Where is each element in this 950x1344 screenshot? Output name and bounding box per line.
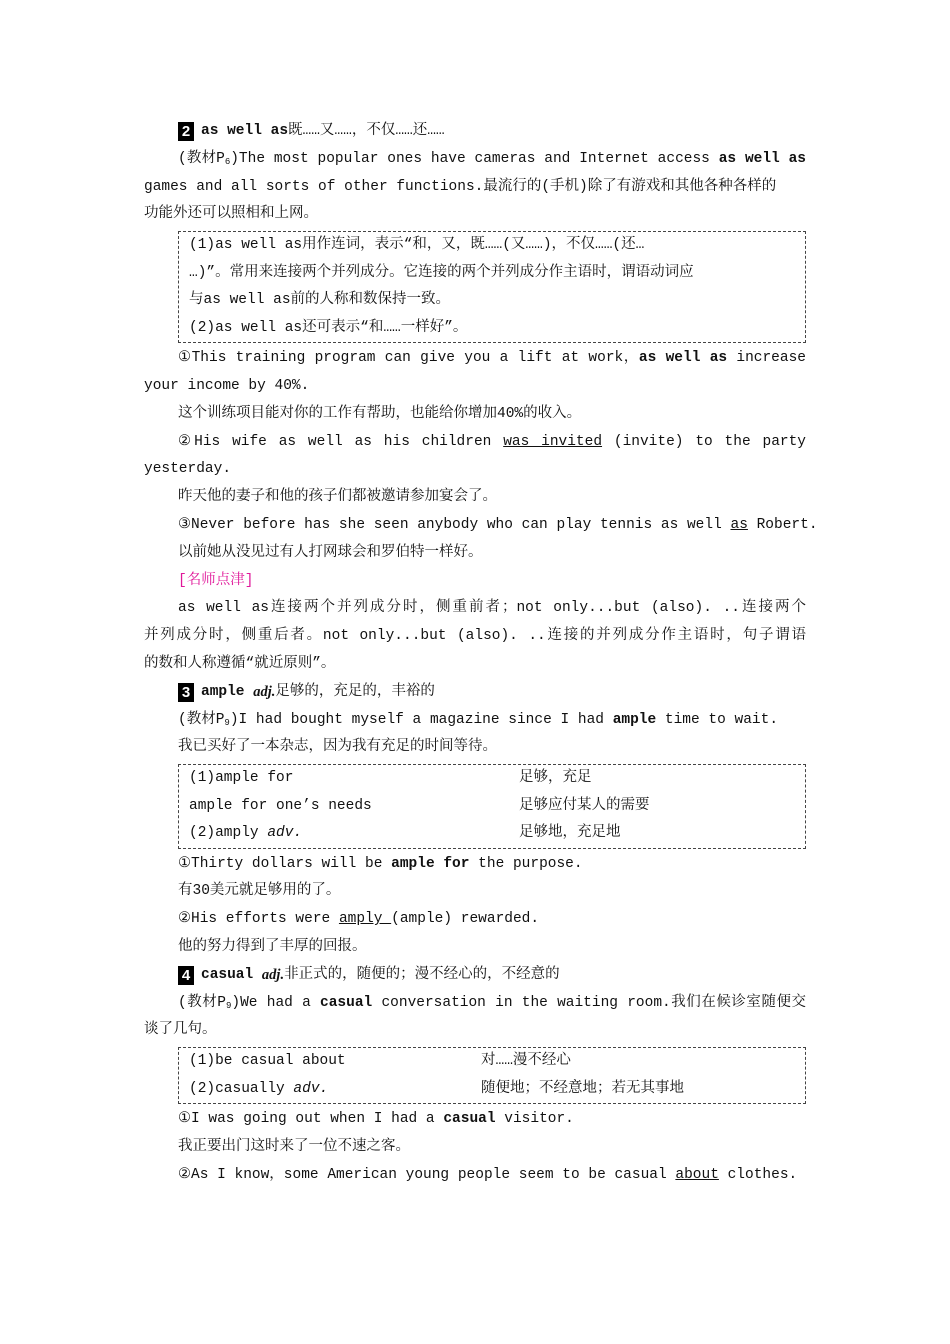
headword: as well as — [201, 123, 289, 139]
example-translation: 昨天他的妻子和他的孩子们都被邀请参加宴会了。 — [178, 489, 497, 506]
document-page — [144, 118, 818, 1190]
teacher-tip-text: 的数和人称遵循“就近原则”。 — [144, 655, 336, 672]
usage-note: …)”。常用来连接两个并列成分。它连接的两个并列成分作主语时，谓语动词应 — [189, 264, 694, 281]
example-translation: 我正要出门这时来了一位不速之客。 — [178, 1139, 410, 1156]
textbook-example-line: 功能外还可以照相和上网。 — [144, 206, 318, 223]
textbook-example-line: games and all sorts of other functions.最流行的(手机)除了有游戏和其他各种各样的 — [144, 178, 777, 195]
section-2-heading — [144, 118, 806, 146]
usage-row: ample for one’s needs 足够应付某人的需要 — [189, 797, 650, 814]
usage-note: 与as well as前的人称和数保持一致。 — [189, 292, 451, 309]
textbook-example-line: 谈了几句。 — [144, 1022, 217, 1039]
example-translation: 他的努力得到了丰厚的回报。 — [178, 939, 367, 956]
usage-box — [178, 231, 806, 343]
headword-meaning: 非正式的，随便的；漫不经心的，不经意的 — [284, 966, 560, 983]
example-translation: 这个训练项目能对你的工作有帮助，也能给你增加40%的收入。 — [178, 405, 582, 422]
section-number: 4 — [178, 966, 194, 985]
example-sentence-line: yesterday. — [144, 461, 232, 478]
section-number: 2 — [178, 122, 194, 141]
example-sentence: ②As I know，some American young people seem to be casual about clothes. — [178, 1166, 798, 1183]
section-3-heading — [144, 679, 806, 707]
usage-box — [178, 764, 806, 849]
section-number: 3 — [178, 683, 194, 702]
textbook-example: (教材$P_9)I$ had bought myself a magazine since I had ample time to wait. — [178, 711, 779, 728]
example-sentence: ①I was going out when I had a casual visitor. — [178, 1111, 574, 1128]
example-sentence-line: your income by 40%. — [144, 377, 310, 394]
usage-row: (2)casually adv. 随便地；不经意地；若无其事地 — [189, 1080, 684, 1097]
teacher-tip-text: as well as连接两个并列成分时，侧重前者；not only...but (also). ..连接两个 — [178, 600, 806, 617]
example-sentence: ③Never before has she seen anybody who can play tennis as well as Robert. — [178, 516, 818, 533]
headword: ample — [201, 683, 245, 700]
part-of-speech: adj. — [253, 683, 276, 700]
example-sentence: ②His wife as well as his children was invited (invite) to the party — [178, 433, 806, 450]
headword-meaning: 既……又……，不仅……还…… — [288, 123, 445, 139]
example-sentence: ①This training program can give you a lift at work，as well as increase — [178, 350, 806, 367]
part-of-speech: adj. — [261, 966, 285, 983]
usage-row: (1)be casual about 对……漫不经心 — [189, 1053, 571, 1070]
answer-blank: was invited — [503, 433, 603, 450]
teacher-tip-text: 并列成分时，侧重后者。not only...but (also). ..连接的并列成分作主语时，句子谓语 — [144, 628, 806, 645]
example-translation: 以前她从没见过有人打网球会和罗伯特一样好。 — [178, 544, 483, 561]
example-sentence: ②His efforts were amply (ample) rewarded. — [178, 911, 540, 928]
section-4-heading — [144, 962, 806, 990]
headword: casual — [201, 966, 254, 983]
example-translation: 有30美元就足够用的了。 — [178, 883, 341, 900]
usage-row: (1)ample for 足够，充足 — [189, 770, 592, 787]
textbook-example: (教材$P_6)The$ most popular ones have cameras and Internet access as well as — [178, 150, 807, 167]
usage-note: (1)as well as用作连词，表示“和，又，既……(又……)，不仅……(还… — [189, 237, 645, 254]
usage-box — [178, 1047, 806, 1104]
example-sentence: ①Thirty dollars will be ample for the purpose. — [178, 855, 583, 872]
answer-blank: about — [675, 1166, 719, 1183]
textbook-example: (教材$P_9)We$ had a casual conversation in the waiting room.我们在候诊室随便交 — [178, 994, 806, 1011]
teacher-tip-label: [名师点津] — [178, 572, 254, 589]
headword-meaning: 足够的，充足的，丰裕的 — [275, 683, 435, 700]
usage-row: (2)amply adv. 足够地，充足地 — [189, 825, 621, 842]
answer-blank: amply — [338, 911, 392, 928]
answer-blank: as — [730, 516, 748, 533]
example-translation: 我已买好了一本杂志，因为我有充足的时间等待。 — [178, 739, 497, 756]
usage-note: (2)as well as还可表示“和……一样好”。 — [189, 319, 468, 336]
